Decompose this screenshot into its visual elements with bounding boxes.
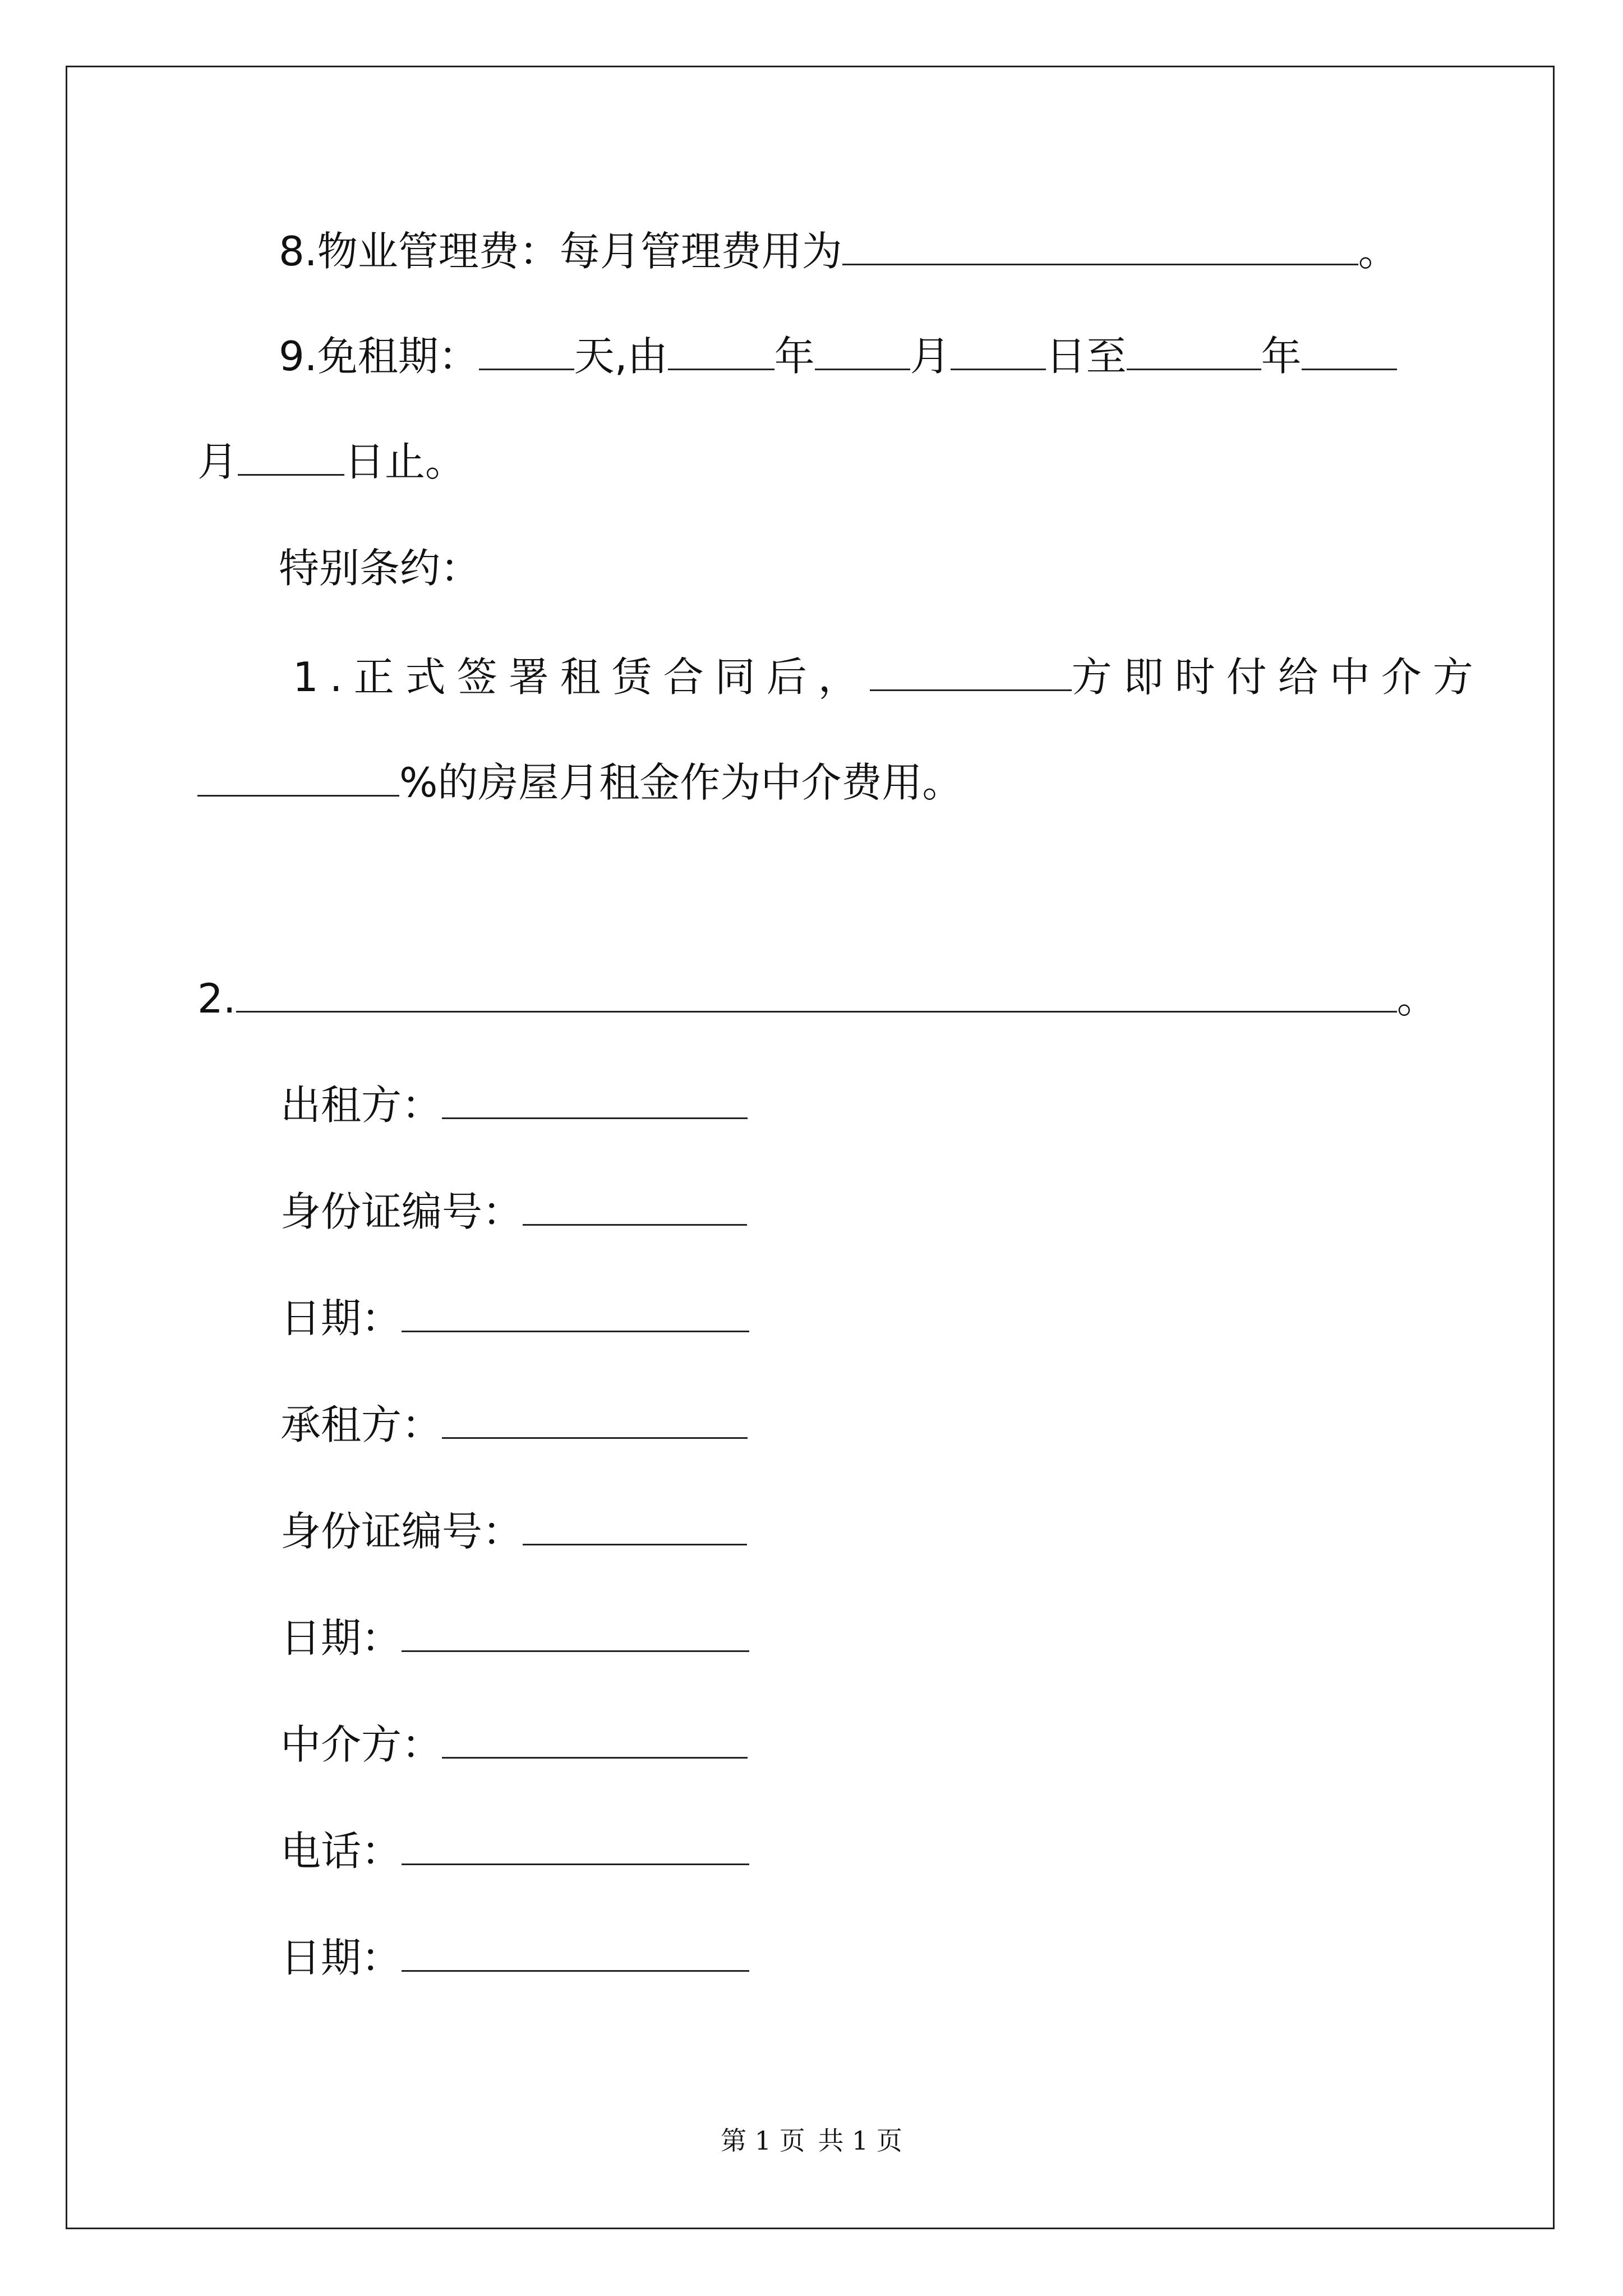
signature-lessee-date [280, 1613, 749, 1663]
year-label: 年 [774, 333, 815, 380]
signature-lessor-date [280, 1293, 749, 1343]
signature-label: 日期： [280, 1614, 402, 1662]
item-9-line [279, 331, 1397, 381]
item-9-line-2 [197, 436, 465, 487]
days-label: 天,由 [574, 333, 668, 380]
signature-label: 承租方： [280, 1401, 442, 1448]
signature-label: 电话： [280, 1828, 402, 1875]
clause-1-part3: %的房屋月租金作为中介费用。 [399, 759, 963, 806]
end-year-blank[interactable] [1127, 336, 1261, 370]
signature-blank[interactable] [402, 1618, 749, 1652]
clause-1-line-2 [197, 757, 962, 808]
signature-agent-phone [280, 1826, 749, 1876]
special-heading: 特别条约： [279, 545, 481, 592]
clause-2-line [197, 973, 1437, 1024]
paying-party-blank[interactable] [870, 657, 1072, 691]
start-day-blank[interactable] [951, 336, 1046, 370]
year-label-2: 年 [1261, 333, 1302, 380]
signature-lessor-id [280, 1186, 747, 1237]
start-month-blank[interactable] [815, 336, 910, 370]
clause-2-end: 。 [1396, 975, 1437, 1022]
clause-1-part2: 方即时付给中介方 [1071, 654, 1484, 701]
rent-free-days-blank[interactable] [479, 336, 574, 370]
day-to-label: 日至 [1045, 333, 1127, 380]
signature-blank[interactable] [402, 1831, 749, 1865]
month-label: 月 [910, 333, 951, 380]
signature-lessor [280, 1080, 748, 1130]
page-total: 共 1 页 [818, 2125, 902, 2156]
clause-2-label: 2. [197, 975, 236, 1022]
item-9-label: 9.免租期： [279, 333, 479, 380]
signature-blank[interactable] [442, 1405, 748, 1439]
signature-label: 身份证编号： [280, 1508, 523, 1555]
signature-label: 中介方： [280, 1721, 442, 1768]
signature-blank[interactable] [402, 1938, 749, 1972]
item-8-label: 8.物业管理费：每月管理费用为 [279, 228, 842, 275]
signature-lessee-id [280, 1506, 747, 1557]
signature-label: 日期： [280, 1295, 402, 1342]
clause-1-part1: 1.正式签署租赁合同后， [293, 654, 870, 701]
signature-blank[interactable] [442, 1085, 748, 1119]
item-8-end: 。 [1358, 228, 1399, 275]
signature-blank[interactable] [442, 1724, 748, 1759]
day-end-label: 日止。 [344, 438, 466, 485]
fee-percent-blank[interactable] [197, 762, 399, 797]
signature-blank[interactable] [523, 1511, 747, 1545]
start-year-blank[interactable] [668, 336, 774, 370]
clause-2-blank[interactable] [236, 978, 1397, 1013]
end-day-blank[interactable] [238, 441, 344, 476]
signature-agent [280, 1719, 748, 1770]
signature-blank[interactable] [523, 1191, 747, 1226]
signature-label: 出租方： [280, 1082, 442, 1129]
signature-label: 身份证编号： [280, 1188, 523, 1235]
management-fee-blank[interactable] [842, 231, 1358, 265]
signature-label: 日期： [280, 1934, 402, 1981]
month-label-2: 月 [197, 438, 238, 485]
page-border [66, 66, 1555, 2229]
signature-agent-date [280, 1932, 749, 1983]
signature-blank[interactable] [402, 1298, 749, 1332]
page-number: 第 1 页 [721, 2125, 805, 2156]
clause-1-line [293, 652, 1484, 702]
page-footer [0, 2125, 1623, 2156]
signature-lessee [280, 1400, 748, 1450]
item-8-line [279, 226, 1399, 277]
end-month-blank-a[interactable] [1302, 336, 1397, 370]
